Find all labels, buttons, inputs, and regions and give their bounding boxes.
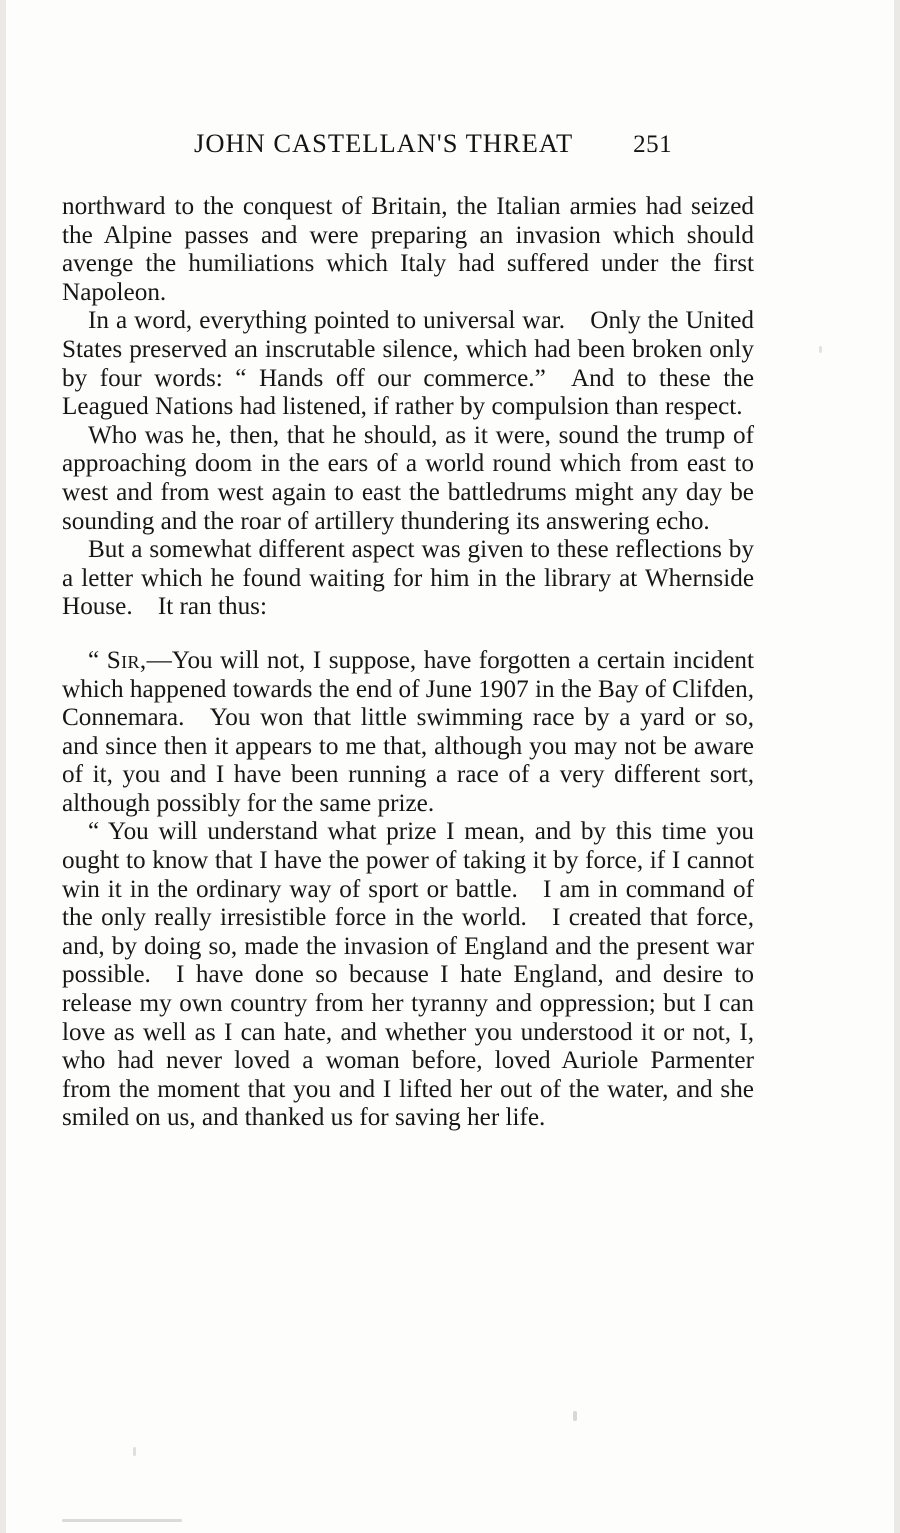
letter-salutation: Sir,	[106, 646, 147, 674]
page-edge-right	[894, 0, 900, 1533]
paragraph: But a somewhat different aspect was given to these reflections by a letter which he found waiting for him in the library at Whernside House. It ran thus:	[62, 536, 754, 621]
paper-edge-mark	[62, 1519, 182, 1522]
body-text	[62, 193, 754, 622]
page-edge-left	[0, 0, 6, 1533]
quoted-letter	[62, 647, 754, 1133]
page-content	[62, 128, 754, 1133]
paper-speck	[573, 1411, 577, 1421]
letter-paragraph-one-text: —You will not, I suppose, have forgotten a certain incident which happened towards the end of June 1907 in the Bay of Clifden, Connemara. You won that little swimming race by a yard or so, and since then it appears to me that, although you may not be aware of it, you and I have been running a race of a very different sort, although possibly for the same prize.	[62, 646, 755, 817]
paragraph: northward to the conquest of Britain, the Italian armies had seized the Alpine passes and were preparing an invasion which should avenge the humiliations which Italy had suffered under the first Napoleon.	[62, 193, 754, 306]
letter-paragraph-two: “ You will understand what prize I mean, and by this time you ought to know that I have the power of taking it by force, if I cannot win it in the ordinary way of sport or battle. I am in command of the only really irresistible force in the world. I created that force, and, by doing so, made the invasion of England and the present war possible. I have done so because I hate England, and desire to release my own country from her tyranny and oppression; but I can love as well as I can hate, and whether you understood it or not, I, who had never loved a woman before, loved Auriole Parmenter from the moment that you and I lifted her out of the water, and she smiled on us, and thanked us for saving her life.	[62, 818, 754, 1132]
paper-speck	[819, 346, 822, 353]
page-number: 251	[633, 131, 673, 158]
chapter-title: JOHN CASTELLAN'S THREAT	[194, 128, 574, 158]
letter-open-quote: “	[88, 646, 107, 674]
paper-speck	[133, 1447, 136, 1456]
paragraph: In a word, everything pointed to universal war. Only the United States preserved an inscrutable silence, which had been broken only by four words: “ Hands off our commerce.” And to these the Leagued Nations had listened, if rather by compulsion than respect.	[62, 307, 754, 421]
letter-paragraph-one	[62, 647, 754, 819]
paragraph: Who was he, then, that he should, as it were, sound the trump of approaching doom in the ears of a world round which from east to west and from west again to east the battledrums might any day be sounding and the roar of artillery thundering its answering echo.	[62, 421, 754, 535]
running-head	[62, 128, 754, 159]
